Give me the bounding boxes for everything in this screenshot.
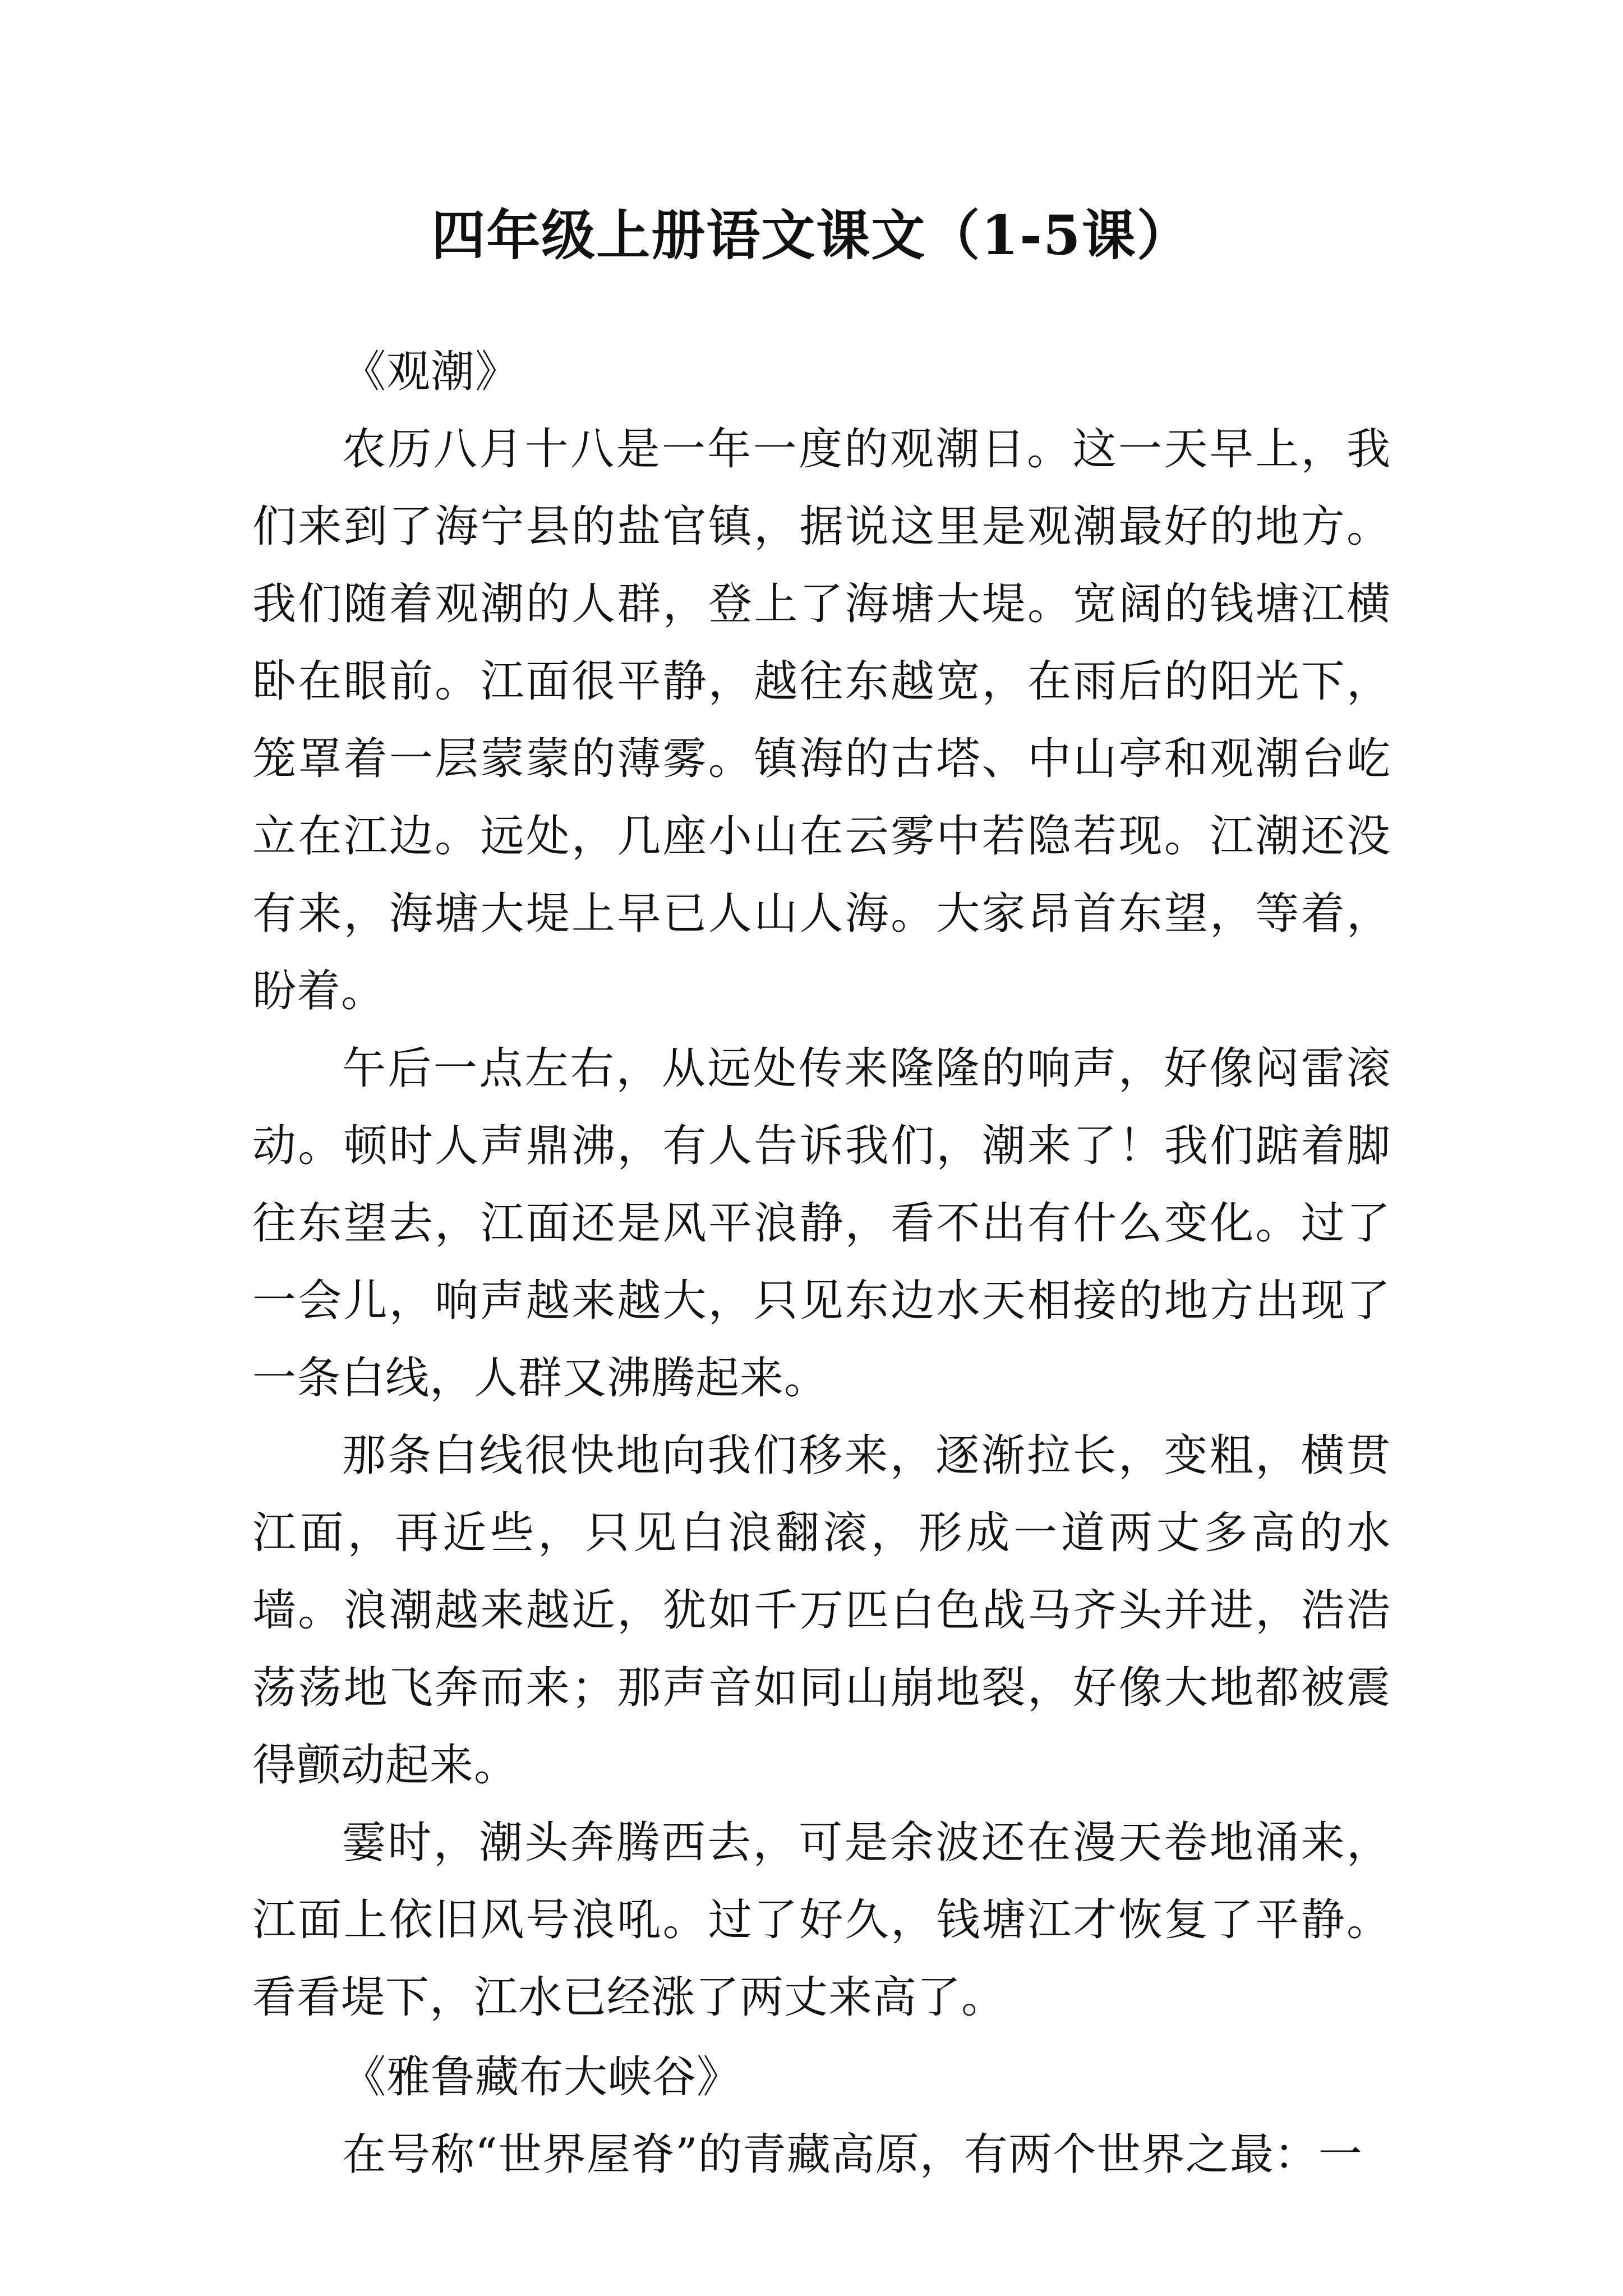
document-body xyxy=(252,331,1391,2193)
paragraph: 霎时，潮头奔腾西去，可是余波还在漫天卷地涌来，江面上依旧风号浪吼。过了好久，钱塘江才恢复了平静。看看堤下，江水已经涨了两丈来高了。 xyxy=(252,1818,1391,2023)
paragraph: 那条白线很快地向我们移来，逐渐拉长，变粗，横贯江面，再近些，只见白浪翻滚，形成一道两丈多高的水墙。浪潮越来越近，犹如千万匹白色战马齐头并进，浩浩荡荡地飞奔而来；那声音如同山崩地裂，好像大地都被震得颤动起来。 xyxy=(252,1430,1391,1791)
paragraph: 午后一点左右，从远处传来隆隆的响声，好像闷雷滚动。顿时人声鼎沸，有人告诉我们，潮来了！我们踮着脚往东望去，江面还是风平浪静，看不出有什么变化。过了一会儿，响声越来越大，只见东边水天相接的地方出现了一条白线，人群又沸腾起来。 xyxy=(252,1043,1391,1404)
paragraph: 在号称“世界屋脊”的青藏高原，有两个世界之最：一 xyxy=(342,2129,1363,2180)
document-title: 四年级上册语文课文（1-5课） xyxy=(431,204,1192,267)
paragraph: 农历八月十八是一年一度的观潮日。这一天早上，我们来到了海宁县的盐官镇，据说这里是观潮最好的地方。我们随着观潮的人群，登上了海塘大堤。宽阔的钱塘江横卧在眼前。江面很平静，越往东越宽，在雨后的阳光下，笼罩着一层蒙蒙的薄雾。镇海的古塔、中山亭和观潮台屹立在江边。远处，几座小山在云雾中若隐若现。江潮还没有来，海塘大堤上早已人山人海。大家昂首东望，等着，盼着。 xyxy=(252,424,1391,1016)
lesson-heading-yarlung: 《雅鲁藏布大峡谷》 xyxy=(342,2052,741,2102)
lesson-heading-guanchao: 《观潮》 xyxy=(342,347,520,397)
